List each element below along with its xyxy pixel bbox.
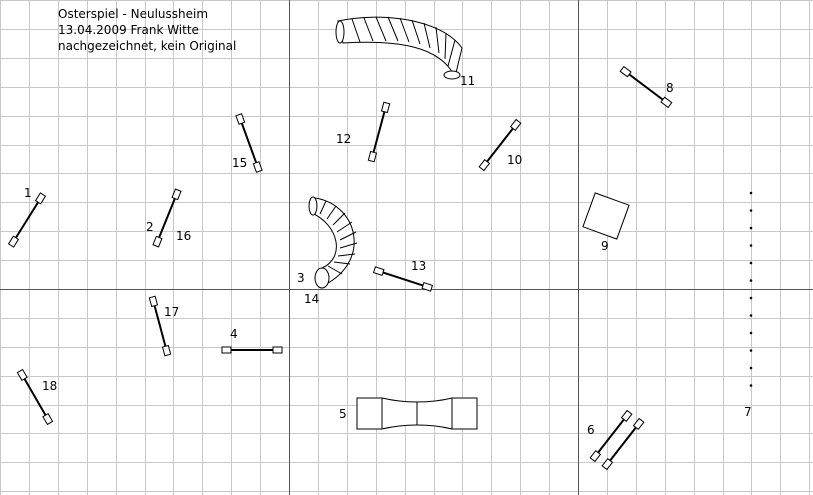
label-12: 12 [336,132,352,146]
label-13: 13 [411,259,427,273]
title-line-1: Osterspiel - Neulussheim [58,7,209,21]
label-18: 18 [42,379,58,393]
jump-1 [9,193,46,247]
label-15: 15 [232,156,248,170]
label-14: 14 [304,292,320,306]
marker-dot [750,297,753,300]
label-9: 9 [601,239,609,253]
marker-dot [750,314,753,317]
label-11: 11 [460,74,476,88]
marker-dot [750,279,753,282]
marker-dot [750,227,753,230]
label-1: 1 [24,186,32,200]
label-7: 7 [744,405,752,419]
label-10: 10 [507,153,523,167]
jump-12 [368,102,389,162]
marker-dot [750,332,753,335]
long-jump-5 [357,398,477,429]
marker-dot [750,192,753,195]
tunnel-11 [336,17,462,79]
double-jump-6 [590,411,644,470]
label-5: 5 [339,407,347,421]
label-8: 8 [666,81,674,95]
marker-dot [750,367,753,370]
marker-dot [750,349,753,352]
label-2: 2 [146,220,154,234]
title-line-2: 13.04.2009 Frank Witte [58,23,199,37]
title-line-3: nachgezeichnet, kein Original [58,39,237,53]
label-3: 3 [297,271,305,285]
jump-18 [17,370,52,425]
label-6: 6 [587,423,595,437]
marker-dot [750,244,753,247]
table-9 [583,193,629,239]
tunnel-3-14 [309,197,357,288]
label-4: 4 [230,327,238,341]
marker-dot [750,262,753,265]
label-16: 16 [176,229,192,243]
label-17: 17 [164,305,180,319]
marker-dot [750,384,753,387]
marker-dot [750,209,753,212]
